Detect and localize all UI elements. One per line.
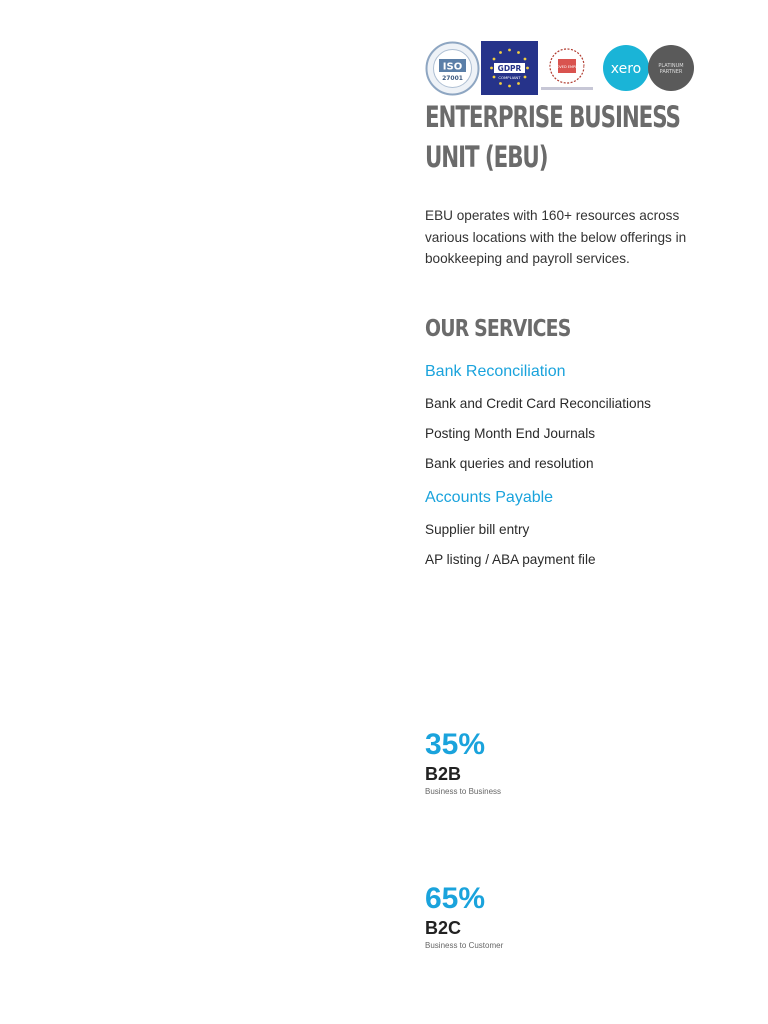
service-title: Bank Reconciliation — [425, 362, 566, 380]
service-group-accounts-payable — [425, 488, 725, 582]
intro-text: EBU operates with 160+ resources across various locations with the below offerings in bookkeeping and payroll services. — [425, 208, 687, 266]
approved-label: APPROVED EMPLOYER — [547, 65, 587, 69]
gdpr-logo — [481, 41, 538, 95]
stat-sublabel: Business to Customer — [425, 941, 504, 950]
services-heading: OUR SERVICES — [425, 315, 571, 342]
service-item: Bank queries and resolution — [425, 455, 594, 471]
stat-sublabel: Business to Business — [425, 787, 502, 796]
iso-27001-logo — [425, 41, 480, 96]
main-content — [425, 40, 725, 582]
stat-b2b — [425, 728, 625, 798]
certification-logos — [425, 40, 725, 96]
stat-label: B2C — [425, 918, 462, 938]
xero-label: xero — [610, 61, 642, 77]
service-title: Accounts Payable — [425, 488, 554, 506]
stat-b2c — [425, 882, 625, 952]
platinum-line2: PARTNER — [659, 69, 683, 75]
page-title: ENTERPRISE BUSINESS UNIT (EBU) — [425, 100, 680, 174]
stat-value: 65% — [425, 882, 486, 915]
service-item: Supplier bill entry — [425, 521, 530, 537]
iso-number: 27001 — [442, 74, 463, 82]
xero-logo — [602, 44, 650, 92]
platinum-partner-logo — [647, 44, 695, 92]
service-items — [425, 522, 725, 582]
service-group-bank-reconciliation — [425, 362, 725, 486]
service-item: Posting Month End Journals — [425, 425, 596, 441]
iso-label: ISO — [442, 61, 463, 72]
approved-employer-logo — [539, 42, 595, 94]
gdpr-sub: COMPLIANT — [498, 75, 521, 80]
service-item: AP listing / ABA payment file — [425, 551, 596, 567]
gdpr-label: GDPR — [497, 64, 522, 73]
stat-value: 35% — [425, 728, 486, 761]
service-item: Bank and Credit Card Reconciliations — [425, 395, 651, 411]
platinum-line1: PLATINUM — [658, 63, 684, 69]
service-items — [425, 396, 725, 486]
stat-label: B2B — [425, 764, 462, 784]
